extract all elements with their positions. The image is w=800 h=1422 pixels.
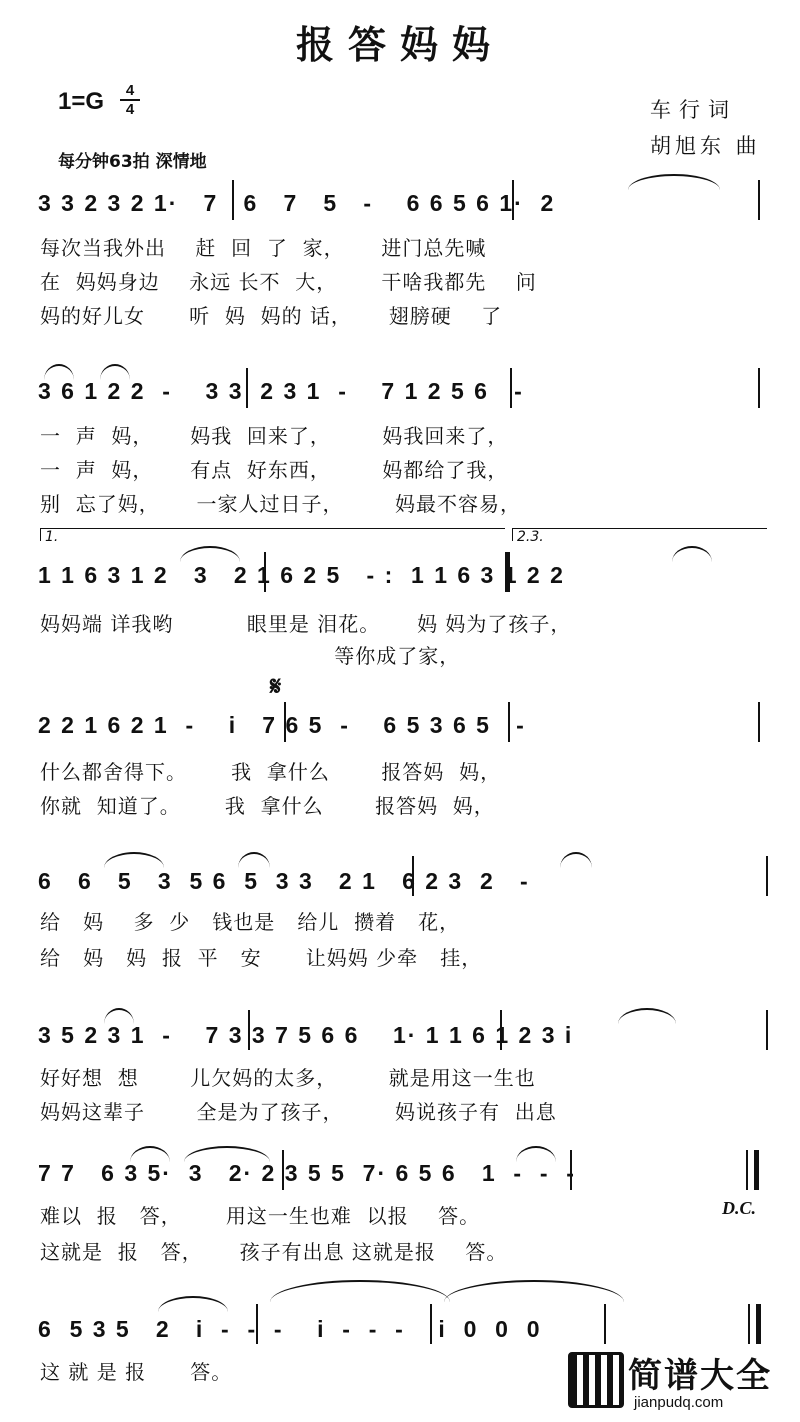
lyric-verse-2: 这就是 报 答， 孩子有出息 这就是报 答。 <box>40 1240 508 1264</box>
lyric-verse-1: 难以 报 答， 用这一生也难 以报 答。 <box>40 1204 481 1228</box>
barline <box>748 1304 750 1344</box>
slur <box>180 546 240 562</box>
notes-line: 7 7 6 3 5· 3 2· 2 3 5 5 7· 6 5 6 1 - - - <box>38 1160 576 1186</box>
dc-marking: D.C. <box>722 1198 757 1218</box>
tie <box>270 1280 450 1302</box>
slur <box>628 174 720 190</box>
lyric-verse-3: 妈的好儿女 听 妈 妈的 话， 翅膀硬 了 <box>40 304 503 328</box>
barline <box>246 368 248 408</box>
barline <box>512 180 514 220</box>
final-barline <box>754 1150 759 1190</box>
piano-icon <box>568 1352 624 1408</box>
barline <box>766 856 768 896</box>
score-title: 报答妈妈 <box>295 22 504 67</box>
slur <box>158 1296 228 1312</box>
key-signature: 1=G <box>58 88 105 115</box>
lyric-verse-2: 妈妈这辈子 全是为了孩子， 妈说孩子有 出息 <box>40 1100 557 1124</box>
notes-line: 6 5 3 5 2 i - - - i - - - i 0 0 0 <box>38 1316 542 1342</box>
slur <box>238 852 270 868</box>
barline <box>500 1010 502 1050</box>
slur <box>672 546 712 562</box>
barline <box>248 1010 250 1050</box>
volta-first-ending: 1. <box>40 528 505 541</box>
slur <box>618 1008 676 1024</box>
lyric-verse-3: 别 忘了妈， 一家人过日子， 妈最不容易， <box>40 492 522 516</box>
notes-line: 3 5 2 3 1 - 7 3 3 7 5 6 6 1· 1 1 6 1 2 3 i <box>38 1022 574 1048</box>
lyric-verse-1: 妈妈端 详我哟 眼里是 泪花。 妈 妈为了孩子， <box>40 612 572 636</box>
notes-line: 2 2 1 6 2 1 - i 7 6 5 - 6 5 3 6 5 - <box>38 712 526 738</box>
barline <box>256 1304 258 1344</box>
notes-line: 3 6 1 2 2 - 3 3 2 3 1 - 7 1 2 5 6 - <box>38 378 524 404</box>
barline <box>232 180 234 220</box>
lyric-verse-2: 等你成了家， <box>40 644 461 668</box>
lyricist-credit: 车行词 <box>650 98 737 122</box>
barline <box>758 368 760 408</box>
barline <box>430 1304 432 1344</box>
notes-line: 6 6 5 3 5 6 5 3 3 2 1 6 2 3 2 - <box>38 868 530 894</box>
barline <box>412 856 414 896</box>
barline <box>746 1150 748 1190</box>
tempo-marking: 每分钟63拍 深情地 <box>58 152 207 172</box>
slur <box>104 852 164 868</box>
barline <box>510 368 512 408</box>
volta-second-ending: 2.3. <box>512 528 767 541</box>
meter-bottom: 4 <box>125 101 135 118</box>
barline <box>282 1150 284 1190</box>
lyric-verse-1: 给 妈 多 少 钱也是 给儿 攒着 花， <box>40 910 461 934</box>
barline <box>570 1150 572 1190</box>
composer-credit: 胡旭东 曲 <box>650 134 761 158</box>
final-barline <box>756 1304 761 1344</box>
logo-brand: 简谱大全 <box>628 1356 772 1396</box>
barline <box>604 1304 606 1344</box>
barline <box>758 702 760 742</box>
meter-top: 4 <box>120 82 140 101</box>
lyric-verse-1: 一 声 妈， 妈我 回来了， 妈我回来了， <box>40 424 509 448</box>
barline <box>264 552 266 592</box>
lyric-verse-2: 在 妈妈身边 永远 长不 大， 干啥我都先 问 <box>40 270 537 294</box>
repeat-barline <box>505 552 510 592</box>
site-logo <box>568 1348 788 1414</box>
lyric-verse-1: 每次当我外出 赶 回 了 家， 进门总先喊 <box>40 236 487 260</box>
lyric-verse-1: 这 就 是 报 答。 <box>40 1360 233 1384</box>
time-signature <box>120 82 140 118</box>
logo-site: jianpudq.com <box>634 1394 724 1411</box>
slur <box>560 852 592 868</box>
barline <box>758 180 760 220</box>
lyric-verse-2: 一 声 妈， 有点 好东西， 妈都给了我， <box>40 458 509 482</box>
notes-line: 3 3 2 3 2 1· 7 6 7 5 - 6 6 5 6 1· 2 <box>38 190 556 216</box>
lyric-verse-1: 好好想 想 儿欠妈的太多， 就是用这一生也 <box>40 1066 536 1090</box>
lyric-verse-2: 你就 知道了。 我 拿什么 报答妈 妈， <box>40 794 495 818</box>
barline <box>508 702 510 742</box>
barline <box>284 702 286 742</box>
segno-sign: 𝄋 <box>270 672 282 702</box>
barline <box>766 1010 768 1050</box>
tie <box>444 1280 624 1302</box>
lyric-verse-1: 什么都舍得下。 我 拿什么 报答妈 妈， <box>40 760 502 784</box>
notes-line: 1 1 6 3 1 2 3 2 1 6 2 5 - : 1 1 6 3 1 2 2 <box>38 562 565 588</box>
lyric-verse-2: 给 妈 妈 报 平 安 让妈妈 少牵 挂， <box>40 946 483 970</box>
